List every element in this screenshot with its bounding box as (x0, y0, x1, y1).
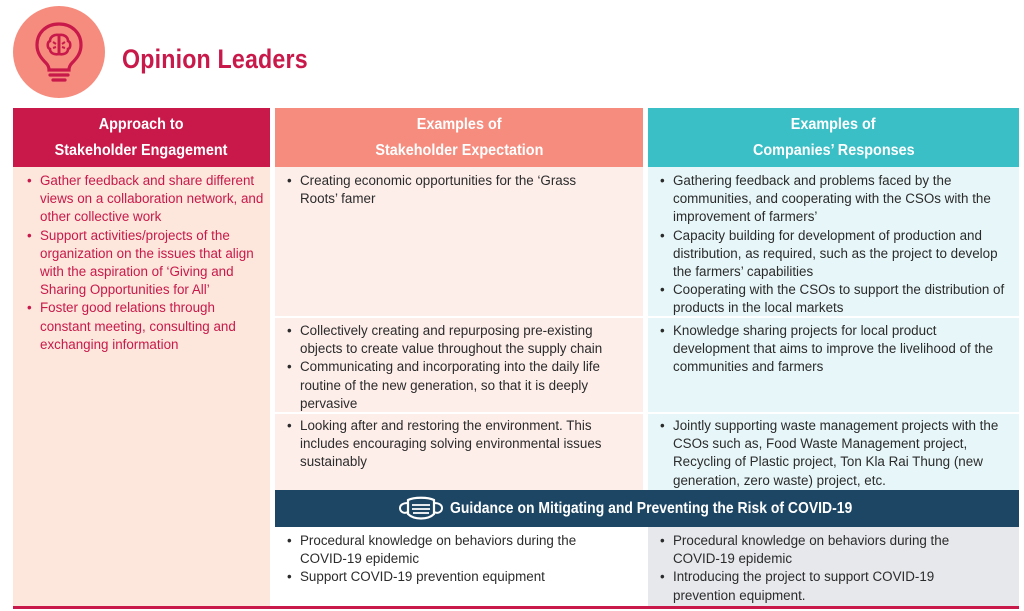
approach-header-line2: Stakeholder Engagement (55, 141, 228, 159)
bottom-divider (13, 606, 1019, 609)
row3-expectation (286, 417, 631, 472)
list-item: • Support COVID-19 prevention equipment (286, 568, 626, 586)
list-item: • Gathering feedback and problems faced by the communities, and cooperating with the CSOs with the improvement of farmers’ (659, 172, 1011, 227)
row1-expectation (286, 172, 586, 208)
face-mask-icon (398, 495, 444, 523)
list-item: • Collectively creating and repurposing pre-existing objects to create value throughout the supply chain (286, 322, 636, 358)
approach-header (13, 108, 270, 167)
brain-lightbulb-icon (32, 20, 86, 86)
list-item: • Procedural knowledge on behaviors during the COVID-19 epidemic (659, 532, 979, 568)
list-item: • Cooperating with the CSOs to support the distribution of products in the local markets (659, 281, 1011, 317)
list-item: • Capacity building for development of production and distribution, as required, such as the project to develop the farmers’ capabilities (659, 227, 1011, 282)
list-item: • Introducing the project to support COVID-19 prevention equipment. (659, 568, 979, 604)
list-item: • Foster good relations through constant meeting, consulting and exchanging information (26, 299, 266, 354)
expectation-header (275, 108, 643, 167)
page-title: Opinion Leaders (122, 44, 308, 74)
row2-expectation (286, 322, 636, 413)
list-item: • Jointly supporting waste management projects with the CSOs such as, Food Waste Management project, Recycling of Plastic project, Ton Kla Rai Thung (new generation, zero waste) project, etc. (659, 417, 1015, 490)
page-header (0, 0, 1024, 106)
response-header (648, 108, 1019, 167)
approach-list (26, 172, 266, 354)
row3-response (659, 417, 1015, 490)
row1-response (659, 172, 1011, 318)
list-item: • Gather feedback and share different views on a collaboration network, and other collective work (26, 172, 266, 227)
row2-response (659, 322, 999, 377)
list-item: • Creating economic opportunities for the ‘Grass Roots’ famer (286, 172, 586, 208)
list-item: • Procedural knowledge on behaviors during the COVID-19 epidemic (286, 532, 626, 568)
approach-header-line1: Approach to (99, 115, 184, 133)
expectation-header-line2: Stakeholder Expectation (374, 141, 544, 159)
expectation-header-line1: Examples of (416, 115, 502, 133)
list-item: • Communicating and incorporating into the daily life routine of the new generation, so that it is deeply pervasive (286, 358, 636, 413)
covid-expectation (286, 532, 626, 587)
list-item: • Looking after and restoring the environment. This includes encouraging solving environmental issues sustainably (286, 417, 631, 472)
covid-response (659, 532, 979, 605)
logo-badge (13, 6, 105, 98)
response-header-line2: Companies’ Responses (752, 141, 915, 159)
list-item: • Knowledge sharing projects for local product development that aims to improve the livelihood of the communities and farmers (659, 322, 999, 377)
covid-guidance-banner (275, 490, 1019, 527)
response-header-line1: Examples of (791, 115, 876, 133)
list-item: • Support activities/projects of the organization on the issues that align with the aspiration of ‘Giving and Sharing Opportunities for All’ (26, 227, 266, 300)
covid-guidance-title: Guidance on Mitigating and Preventing the Risk of COVID-19 (449, 499, 852, 517)
